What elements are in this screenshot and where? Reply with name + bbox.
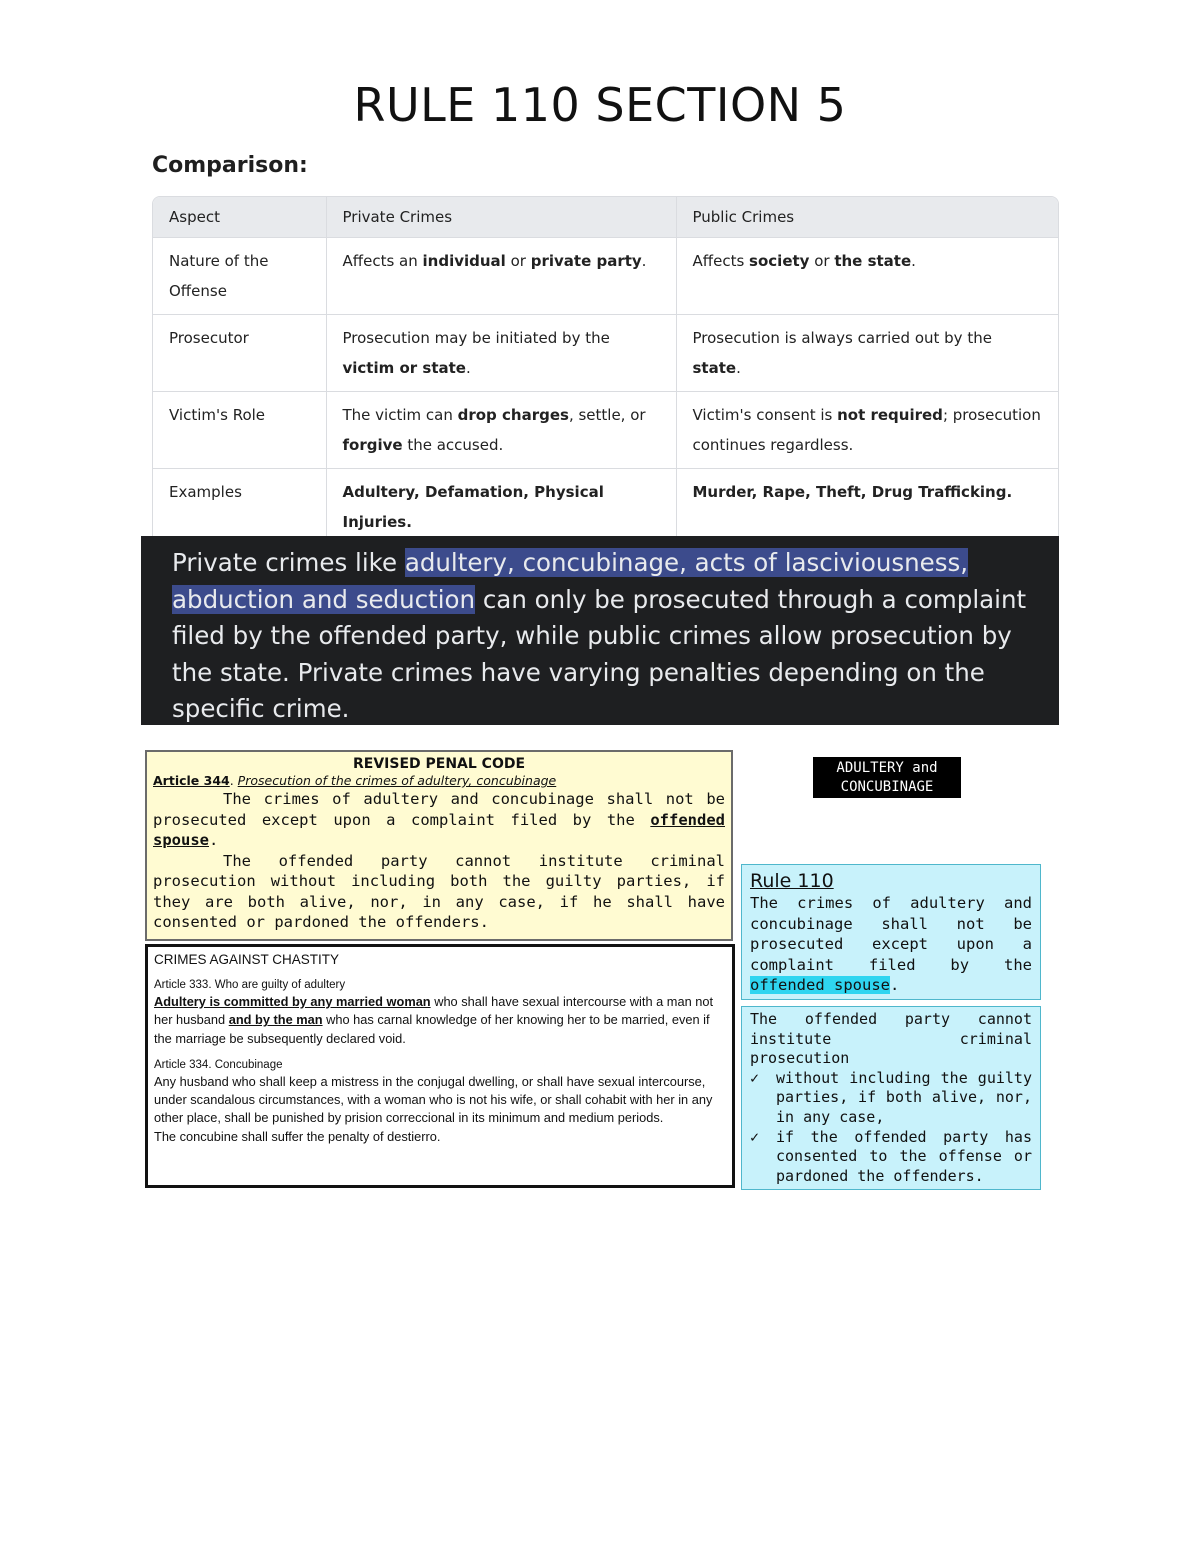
cell-public: Prosecution is always carried out by the state. bbox=[676, 314, 1059, 391]
cell-private: The victim can drop charges, settle, or forgive the accused. bbox=[326, 391, 676, 468]
cell-aspect: Nature of the Offense bbox=[153, 237, 326, 314]
bullet-item: ✓ if the offended party has consented to the offense or pardoned the offenders. bbox=[750, 1127, 1032, 1185]
rule-110-text: The crimes of adultery and concubinage shall not be prosecuted except upon a complaint filed by the offended spouse. bbox=[750, 894, 1032, 994]
checkmark-icon: ✓ bbox=[750, 1068, 760, 1087]
rule-110-box bbox=[741, 864, 1041, 1000]
bullet-item: ✓ without including the guilty parties, if both alive, nor, in any case, bbox=[750, 1068, 1032, 1126]
cell-aspect: Victim's Role bbox=[153, 391, 326, 468]
cell-public: Murder, Rape, Theft, Drug Trafficking. bbox=[676, 468, 1059, 545]
cell-aspect: Examples bbox=[153, 468, 326, 545]
cell-private: Prosecution may be initiated by the victim or state. bbox=[326, 314, 676, 391]
table-row bbox=[153, 314, 1059, 391]
column-header-public: Public Crimes bbox=[676, 197, 1059, 237]
article-333-title: Article 333. Who are guilty of adultery bbox=[154, 979, 346, 991]
rpc-heading: REVISED PENAL CODE bbox=[352, 756, 526, 772]
offended-line-3: prosecution bbox=[750, 1049, 850, 1068]
article-344-paragraph-1: The crimes of adultery and concubinage shall not be prosecuted except upon a complaint filed by the offended spouse. bbox=[153, 790, 725, 849]
column-header-aspect: Aspect bbox=[153, 197, 326, 237]
revised-penal-code-box bbox=[145, 750, 733, 941]
article-344-paragraph-2: The offended party cannot institute criminal prosecution without including both the guilty parties, if they are both alive, nor, in any case, if he shall have consented or pardoned the offenders. bbox=[153, 851, 725, 931]
checkmark-icon: ✓ bbox=[750, 1127, 760, 1146]
comparison-heading: Comparison: bbox=[152, 153, 308, 178]
cell-private: Adultery, Defamation, Physical Injuries. bbox=[326, 468, 676, 545]
offended-line-2: institute criminal bbox=[750, 1029, 1032, 1048]
rule-110-title: Rule 110 bbox=[750, 870, 834, 892]
private-crimes-banner: Private crimes like adultery, concubinage, acts of lasciviousness, abduction and seduction can only be prosecuted through a complaint filed by the offended party, while public crimes allow prosecution by the state. Private crimes have varying penalties depending on the specific crime. bbox=[141, 536, 1059, 725]
article-334-penalty: The concubine shall suffer the penalty of destierro. bbox=[154, 1128, 441, 1144]
highlighted-text: offended spouse bbox=[750, 976, 890, 994]
cell-public: Affects society or the state. bbox=[676, 237, 1059, 314]
table-row bbox=[153, 391, 1059, 468]
article-334-title: Article 334. Concubinage bbox=[154, 1058, 283, 1071]
chastity-heading: CRIMES AGAINST CHASTITY bbox=[154, 952, 340, 967]
table-row bbox=[153, 468, 1059, 545]
offended-line-1: The offended party cannot bbox=[750, 1010, 1032, 1028]
table-row bbox=[153, 237, 1059, 314]
page-title: RULE 110 SECTION 5 bbox=[353, 78, 847, 132]
article-344-title: Article 344. Prosecution of the crimes of adultery, concubinage bbox=[153, 773, 557, 788]
highlighted-text: abduction and seduction bbox=[172, 584, 476, 614]
article-333-text: Adultery is committed by any married woman who shall have sexual intercourse with a man not her husband and by the man who has carnal knowledge of her knowing her to be married, even if the marriage be subsequently declared void. bbox=[154, 994, 714, 1046]
cell-aspect: Prosecutor bbox=[153, 314, 326, 391]
adultery-concubinage-label: ADULTERY and CONCUBINAGE bbox=[813, 757, 961, 798]
cell-public: Victim's consent is not required; prosecution continues regardless. bbox=[676, 391, 1059, 468]
column-header-private: Private Crimes bbox=[326, 197, 676, 237]
offended-party-box bbox=[741, 1006, 1041, 1190]
article-334-text: Any husband who shall keep a mistress in the conjugal dwelling, or shall have sexual intercourse, under scandalous circumstances, with a woman who is not his wife, or shall cohabit with her in any other place, shall be punished by prision correccional in its minimum and medium periods. bbox=[154, 1073, 713, 1126]
highlighted-text: adultery, concubinage, acts of lasciviousness, bbox=[404, 548, 969, 577]
comparison-table bbox=[152, 196, 1059, 546]
cell-private: Affects an individual or private party. bbox=[326, 237, 676, 314]
crimes-against-chastity-box bbox=[145, 944, 735, 1188]
